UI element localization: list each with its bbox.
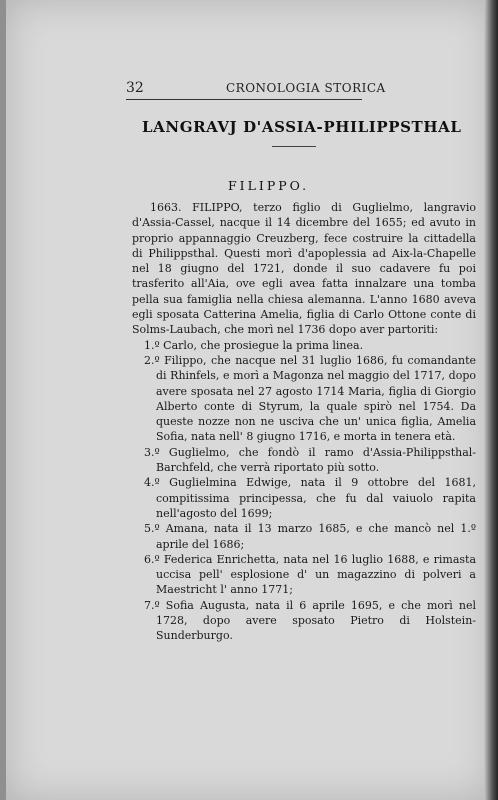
list-item: 7.º Sofia Augusta, nata il 6 aprile 1695, e che morì nel 1728, dopo avere sposato Pietro di Holstein-Sunderburgo. [144,598,476,643]
book-gutter [484,0,498,800]
body-text [132,200,476,644]
title-divider [272,146,316,147]
running-header [126,80,386,98]
section-title: FILIPPO. [228,178,310,193]
list-item: 3.º Guglielmo, che fondò il ramo d'Assia-Philippsthal-Barchfeld, che verrà riportato più sotto. [144,445,476,475]
list-item: 5.º Amana, nata il 13 marzo 1685, e che mancò nel 1.º aprile del 1686; [144,522,476,551]
header-rule [126,99,362,100]
page-number: 32 [126,80,144,96]
list-item: 1.º Carlo, che prosiegue la prima linea. [144,338,364,352]
list-item: 2.º Filippo, che nacque nel 31 luglio 1686, fu comandante di Rhinfels, e morì a Magonza nel maggio del 1717, dopo avere sposata nel 27 agosto 1714 Maria, figlia di Giorgio Alberto conte di Styrum, la quale spirò nel 1754. Da queste nozze non ne usciva che un' unica figlia, Amelia Sofia, nata nell' 8 giugno 1716, e morta in tenera età. [144,353,476,444]
children-list [132,338,476,644]
list-item: 6.º Federica Enrichetta, nata nel 16 luglio 1688, e rimasta uccisa pell' esplosione d' un magazzino di polveri a Maestricht l' anno 1771; [144,552,476,597]
running-title: CRONOLOGIA STORICA [226,81,386,95]
chapter-title: LANGRAVJ D'ASSIA-PHILIPPSTHAL [142,118,462,136]
list-item: 4.º Guglielmina Edwige, nata il 9 ottobre del 1681, compitissima principessa, che fu dal vaiuolo rapita nell'agosto del 1699; [144,476,476,520]
intro-paragraph: 1663. FILIPPO, terzo figlio di Guglielmo, langravio d'Assia-Cassel, nacque il 14 dicembre del 1655; ed avuto in proprio appannaggio Creuzberg, fece costruire la cittadella di Philippsthal. Questi morì d'apoplessia ad Aix-la-Chapelle nel 18 giugno del 1721, donde il suo cadavere fu poi trasferito all'Aia, ove egli avea fatta innalzare una tomba pella sua famiglia nella chiesa alemanna. L'anno 1680 aveva egli sposata Catterina Amelia, figlia di Carlo Ottone conte di Solms-Laubach, che morì nel 1736 dopo aver partoriti: [132,201,476,337]
